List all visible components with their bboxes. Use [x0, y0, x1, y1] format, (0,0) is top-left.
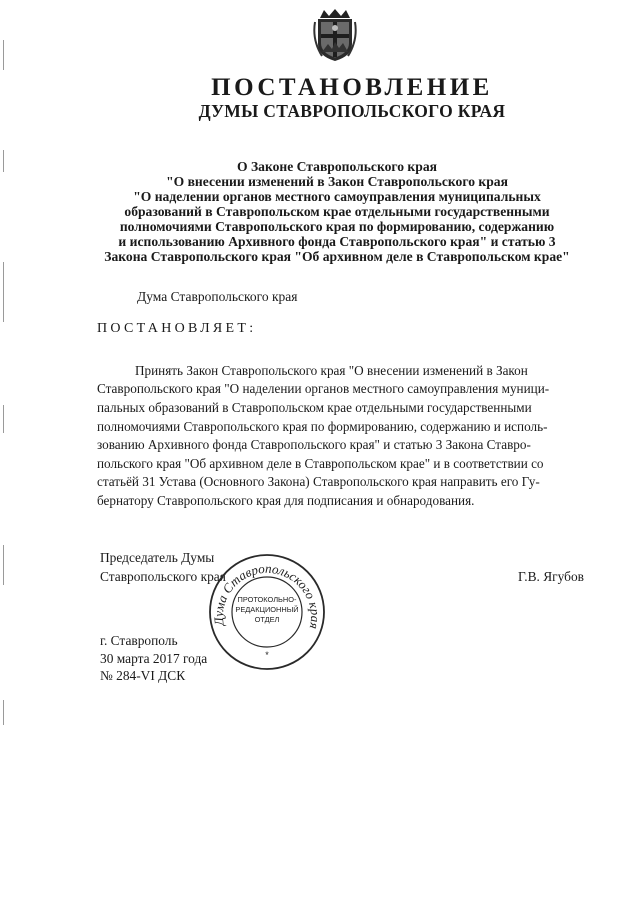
scan-edge-mark [3, 700, 4, 725]
coat-of-arms-emblem [312, 8, 358, 62]
document-subtitle: ДУМЫ СТАВРОПОЛЬСКОГО КРАЯ [198, 101, 506, 121]
subject-line: "О наделении органов местного самоуправления муниципальных [133, 189, 541, 204]
issuer-line: Дума Ставропольского края [137, 289, 298, 304]
stamp-inner-line: ПРОТОКОЛЬНО- [237, 595, 297, 604]
resolves-heading: ПОСТАНОВЛЯЕТ: [97, 321, 257, 336]
scan-edge-mark [3, 40, 4, 70]
paragraph-line: статьёй 31 Устава (Основного Закона) Ставропольского края направить его Гу- [97, 474, 540, 489]
paragraph-line: полномочиями Ставропольского края по формированию, содержанию и исполь- [97, 419, 548, 434]
paragraph-line: пальных образований в Ставропольском крае отдельными государственными [97, 400, 532, 415]
signatory-position: Председатель Думы [100, 550, 215, 565]
subject-line: Закона Ставропольского края "Об архивном деле в Ставропольском крае" [104, 249, 570, 264]
scan-edge-mark [3, 545, 4, 585]
paragraph-line: зованию Архивного фонда Ставропольского края" и статью 3 Закона Ставро- [97, 437, 531, 452]
signatory-position: Ставропольского края [100, 569, 226, 584]
stamp-inner-line: РЕДАКЦИОННЫЙ [235, 605, 299, 614]
scan-edge-mark [3, 405, 4, 433]
subject-line: и использованию Архивного фонда Ставропольского края" и статью 3 [118, 234, 556, 249]
subject-line: образований в Ставропольском крае отдельными государственными [124, 204, 550, 219]
subject-line: О Законе Ставропольского края [237, 159, 437, 174]
paragraph-line: Принять Закон Ставропольского края "О внесении изменений в Закон [135, 363, 528, 378]
svg-text:*: * [265, 650, 269, 660]
document-number: № 284-VI ДСК [100, 668, 186, 683]
document-subject [17, 159, 640, 264]
stamp-outer-text: Дума Ставропольского края [210, 560, 324, 631]
scan-edge-mark [3, 262, 4, 322]
document-title: ПОСТАНОВЛЕНИЕ [211, 74, 493, 101]
document-city: г. Ставрополь [100, 633, 178, 648]
signatory-name: Г.В. Ягубов [518, 569, 584, 584]
paragraph-line: бернатору Ставропольского края для подписания и обнародования. [97, 493, 475, 508]
stamp-inner-line: ОТДЕЛ [254, 615, 280, 624]
paragraph-line: Ставропольского края "О наделении органов местного самоуправления муници- [97, 381, 550, 396]
subject-line: "О внесении изменений в Закон Ставропольского края [166, 174, 508, 189]
paragraph-line: польского края "Об архивном деле в Ставропольском крае" и в соответствии со [97, 456, 544, 471]
office-stamp [207, 552, 327, 672]
scan-edge-mark [3, 150, 4, 172]
document-date: 30 марта 2017 года [100, 651, 208, 666]
subject-line: полномочиями Ставропольского края по формированию, содержанию [119, 219, 555, 234]
